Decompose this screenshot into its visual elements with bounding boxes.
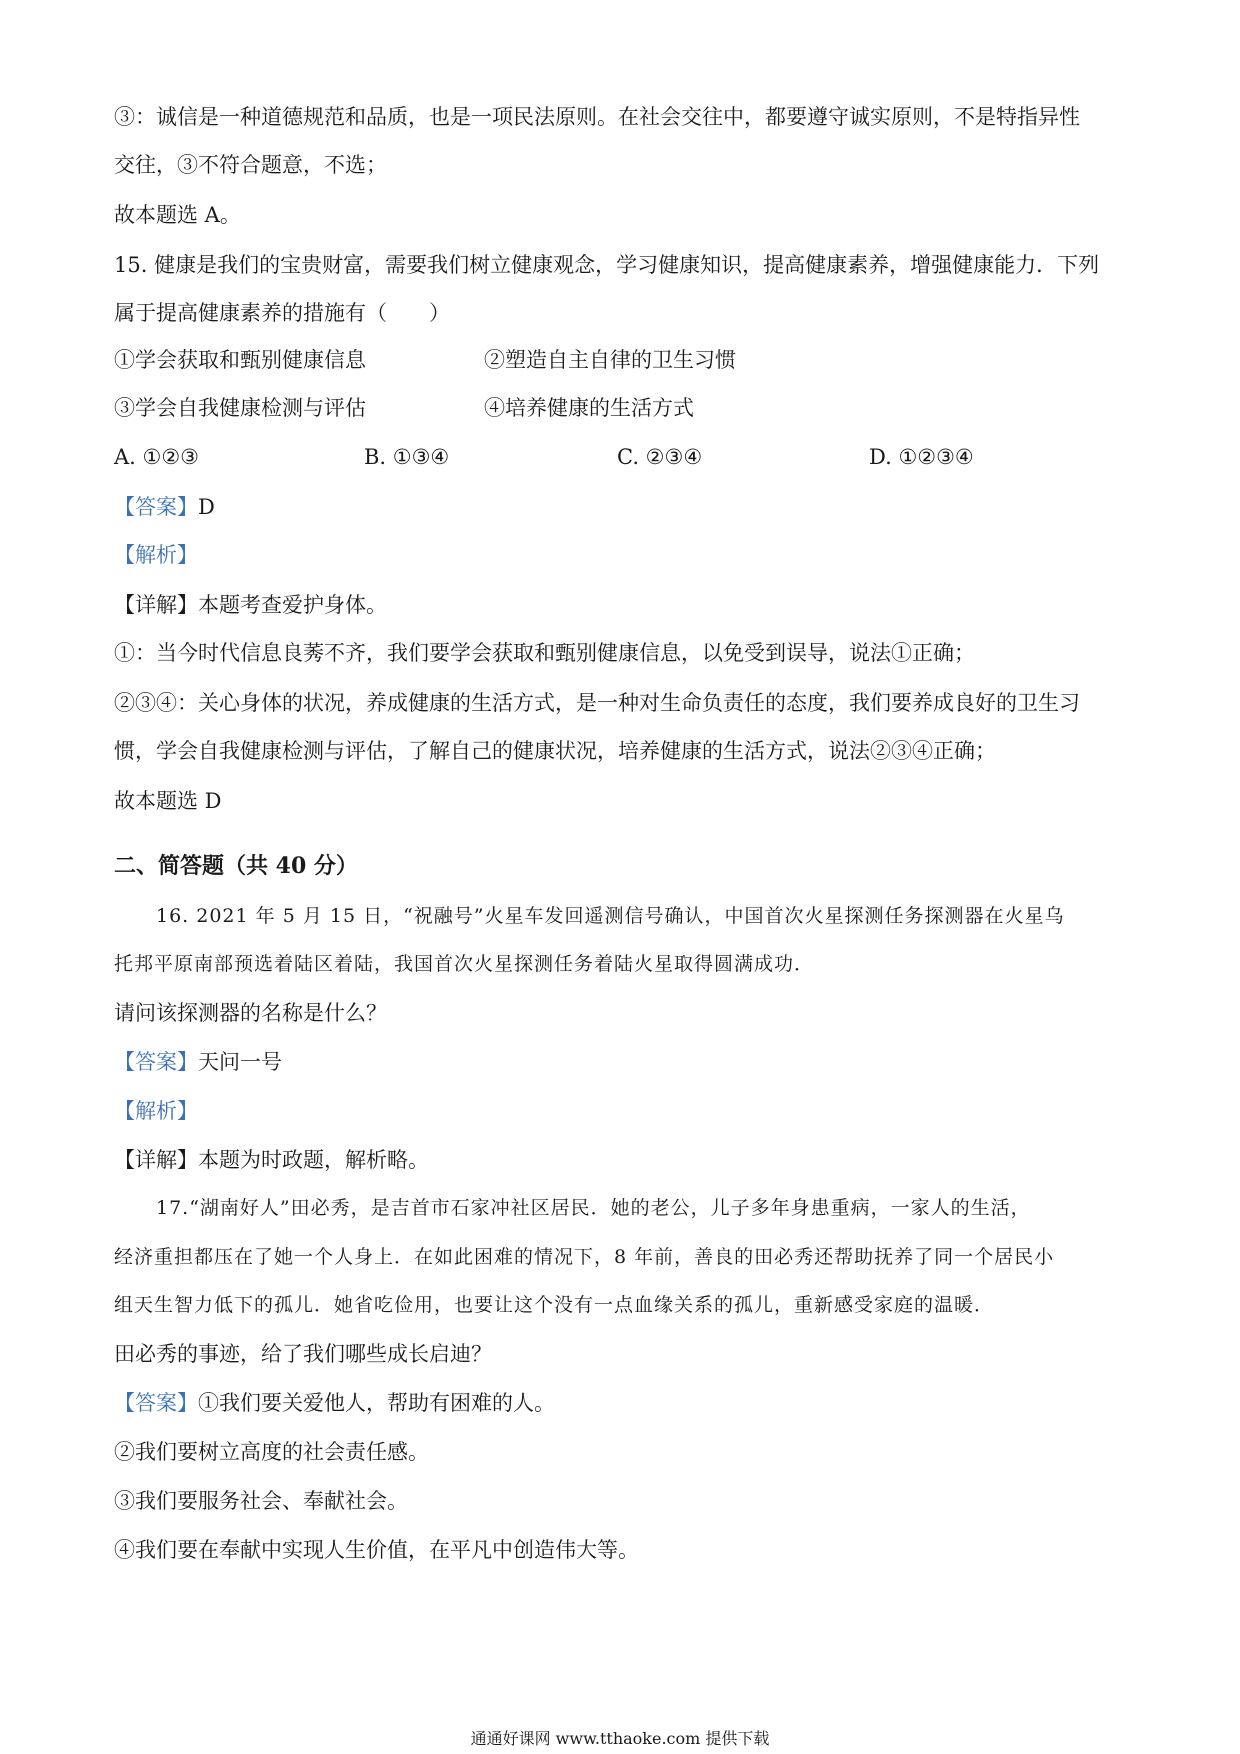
detail-line: 【详解】本题考查爱护身体。 (114, 593, 387, 617)
choice-option-c: C. ②③④ (617, 445, 703, 469)
page-footer: 通通好课网 www.tthaoke.com 提供下载 (470, 1729, 770, 1748)
analysis-tag: 【解析】 (114, 543, 198, 567)
text-line: ③：诚信是一种道德规范和品质，也是一项民法原则。在社会交往中，都要遵守诚实原则，不是特指异性 (114, 105, 1080, 129)
answer-line: ②我们要树立高度的社会责任感。 (114, 1440, 429, 1464)
statement-item: ④培养健康的生活方式 (484, 396, 694, 420)
choice-option-a: A. ①②③ (114, 445, 199, 469)
analysis-tag: 【解析】 (114, 1099, 198, 1123)
question-stem: 17.“湖南好人”田必秀，是吉首市石家冲社区居民．她的老公，儿子多年身患重病，一家人的生活， (156, 1197, 1031, 1219)
question-stem: 16. 2021 年 5 月 15 日，“祝融号”火星车发回遥测信号确认，中国首次火星探测任务探测器在火星乌 (156, 905, 1065, 927)
answer-tag: 【答案】 (114, 1391, 198, 1415)
question-stem: 15. 健康是我们的宝贵财富，需要我们树立健康观念，学习健康知识，提高健康素养，增强健康能力．下列 (114, 253, 1100, 277)
answer-line: ④我们要在奉献中实现人生价值，在平凡中创造伟大等。 (114, 1538, 639, 1562)
explanation-line: ②③④：关心身体的状况，养成健康的生活方式，是一种对生命负责任的态度，我们要养成良好的卫生习 (114, 691, 1080, 715)
answer-text: ①我们要关爱他人，帮助有困难的人。 (198, 1391, 555, 1415)
answer-line (114, 1388, 555, 1418)
section-heading: 二、简答题（共 40 分） (114, 853, 358, 879)
statement-item: ①学会获取和甄别健康信息 (114, 348, 366, 372)
answer-line: ③我们要服务社会、奉献社会。 (114, 1489, 408, 1513)
answer-tag: 【答案】 (114, 495, 198, 519)
statement-item: ②塑造自主自律的卫生习惯 (484, 348, 736, 372)
question-prompt: 请问该探测器的名称是什么？ (114, 1001, 387, 1025)
question-stem: 属于提高健康素养的措施有（ ） (114, 301, 450, 325)
statement-item: ③学会自我健康检测与评估 (114, 396, 366, 420)
question-stem: 组天生智力低下的孤儿．她省吃俭用，也要让这个没有一点血缘关系的孤儿，重新感受家庭的温暖． (114, 1294, 995, 1316)
answer-text: D (198, 495, 215, 519)
answer-line (114, 492, 215, 522)
answer-line (114, 1047, 282, 1077)
text-line: 故本题选 A。 (114, 203, 241, 227)
question-stem: 经济重担都压在了她一个人身上．在如此困难的情况下，8 年前，善良的田必秀还帮助抚养了同一个居民小 (114, 1246, 1055, 1268)
question-prompt: 田必秀的事迹，给了我们哪些成长启迪？ (114, 1342, 492, 1366)
choice-option-b: B. ①③④ (364, 445, 450, 469)
detail-line: 【详解】本题为时政题，解析略。 (114, 1148, 429, 1172)
explanation-line: ①：当今时代信息良莠不齐，我们要学会获取和甄别健康信息，以免受到误导，说法①正确； (114, 641, 975, 665)
question-stem: 托邦平原南部预选着陆区着陆，我国首次火星探测任务着陆火星取得圆满成功． (114, 953, 815, 975)
conclusion-line: 故本题选 D (114, 789, 222, 813)
answer-tag: 【答案】 (114, 1050, 198, 1074)
explanation-line: 惯，学会自我健康检测与评估，了解自己的健康状况，培养健康的生活方式，说法②③④正确； (114, 739, 996, 763)
text-line: 交往，③不符合题意，不选； (114, 153, 387, 177)
answer-text: 天问一号 (198, 1050, 282, 1074)
choice-option-d: D. ①②③④ (869, 445, 974, 469)
